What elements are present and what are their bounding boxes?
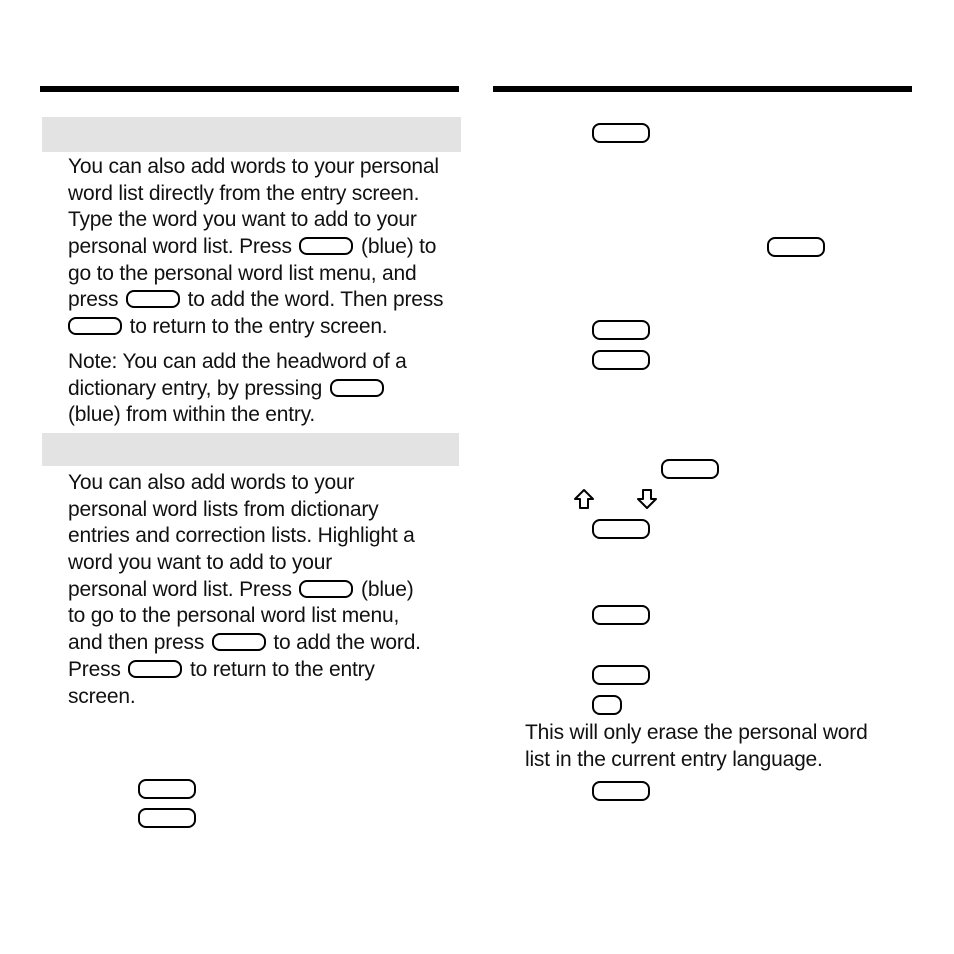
text-line: Type the word you want to add to your	[68, 208, 417, 232]
key-icon	[138, 808, 196, 828]
key-icon	[592, 781, 650, 801]
text-span: to add the word.	[273, 631, 421, 655]
key-icon	[767, 237, 825, 257]
key-icon	[592, 695, 622, 715]
text-span: (blue) to	[361, 235, 437, 259]
text-line: entries and correction lists. Highlight a	[68, 524, 415, 548]
key-icon	[138, 779, 196, 799]
key-icon	[592, 320, 650, 340]
right-note	[525, 720, 868, 773]
text-line: word list directly from the entry screen.	[68, 181, 420, 205]
text-span: to return to the entry	[189, 657, 375, 681]
key-icon	[592, 350, 650, 370]
key-icon	[212, 633, 266, 651]
text-line: This will only erase the personal word	[525, 721, 868, 744]
left-column-rule	[40, 86, 459, 92]
key-icon	[128, 660, 182, 678]
text-line: (blue) from within the entry.	[68, 403, 316, 427]
text-line: You can also add words to your personal	[68, 155, 439, 178]
key-icon	[592, 605, 650, 625]
text-span: press	[68, 288, 119, 312]
up-arrow-icon	[573, 488, 595, 510]
text-span: Press	[68, 657, 121, 681]
section1-paragraph	[68, 154, 443, 341]
text-span: to add the word. Then press	[187, 288, 444, 312]
section1-note	[68, 349, 407, 429]
section-header-band-1	[42, 117, 461, 152]
text-span: personal word list. Press	[68, 577, 292, 601]
text-line	[68, 657, 421, 684]
right-column-rule	[493, 86, 912, 92]
key-icon	[592, 123, 650, 143]
text-span: dictionary entry, by pressing	[68, 376, 323, 400]
key-icon	[299, 580, 353, 598]
key-icon	[330, 379, 384, 397]
text-span: personal word list. Press	[68, 235, 292, 259]
text-line: Note: You can add the headword of a	[68, 350, 407, 373]
text-line: You can also add words to your	[68, 471, 355, 494]
key-icon	[126, 290, 180, 308]
text-line: screen.	[68, 684, 136, 708]
text-span: and then press	[68, 631, 205, 655]
text-line	[68, 630, 421, 657]
text-line	[68, 287, 443, 314]
key-icon	[661, 459, 719, 479]
text-line: list in the current entry language.	[525, 747, 823, 771]
text-span: (blue)	[361, 577, 414, 601]
key-icon	[592, 665, 650, 685]
text-line: word you want to add to your	[68, 551, 333, 575]
text-line	[68, 234, 443, 261]
section-header-band-2	[42, 433, 459, 466]
text-line	[68, 314, 443, 341]
text-line	[68, 376, 407, 403]
key-icon	[592, 519, 650, 539]
text-line: to go to the personal word list menu,	[68, 604, 400, 628]
text-span: to return to the entry screen.	[129, 315, 388, 339]
section2-paragraph	[68, 470, 421, 710]
key-icon	[68, 317, 122, 335]
key-icon	[299, 237, 353, 255]
text-line: go to the personal word list menu, and	[68, 261, 417, 285]
text-line	[68, 577, 421, 604]
text-line: personal word lists from dictionary	[68, 497, 379, 521]
down-arrow-icon	[636, 488, 658, 510]
